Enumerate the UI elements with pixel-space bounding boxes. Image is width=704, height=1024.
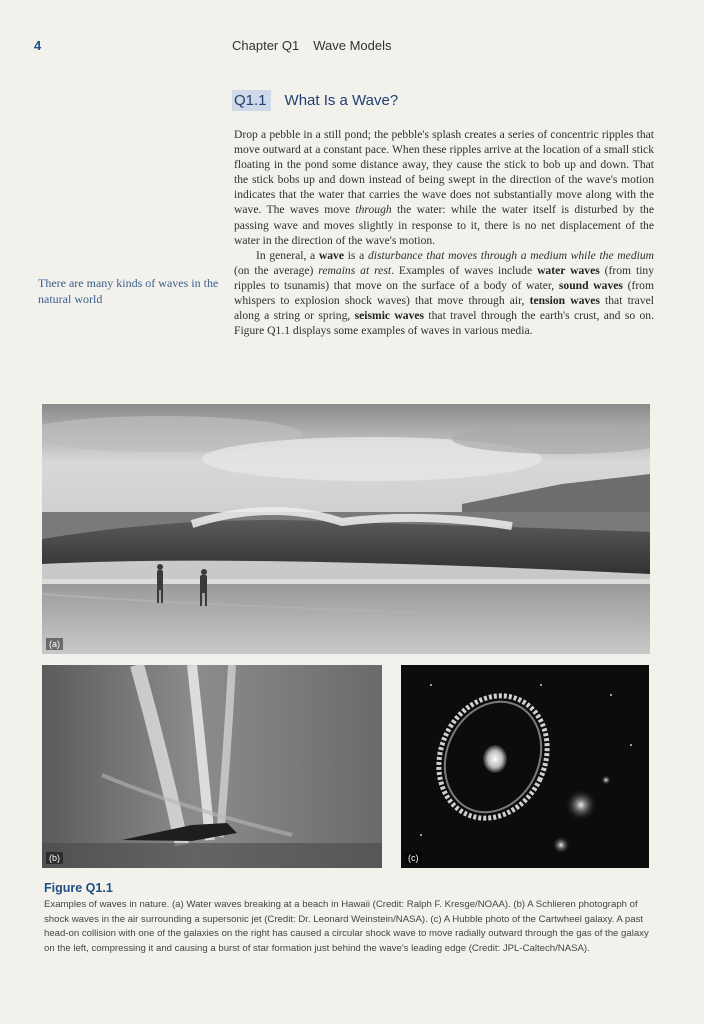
section-title: What Is a Wave?	[284, 92, 399, 109]
figure-b-schlieren	[42, 665, 382, 868]
figure-a-beach-waves	[42, 404, 650, 654]
figure-a-label: (a)	[46, 638, 63, 650]
figure-caption-title: Figure Q1.1	[44, 881, 113, 895]
chapter-label: Chapter Q1	[232, 38, 300, 53]
page-number: 4	[34, 38, 42, 53]
paragraph-2: In general, a wave is a disturbance that moves through a medium while the medium (on the average) remains at rest. Examples of waves include water waves (from tiny ripples to tsunamis) that move on the surface of a body of water, sound waves (from whispers to explosion shock waves) that move through air, tension waves that travel along a string or spring, seismic waves that travel through the earth's crust, and so on. Figure Q1.1 displays some examples of waves in various media.	[234, 248, 655, 338]
galaxy-core	[483, 745, 507, 773]
section-heading	[232, 92, 398, 109]
cartwheel-galaxy-photo	[401, 665, 649, 868]
body-text	[234, 127, 654, 338]
beach-waves-photo	[42, 404, 650, 654]
figure-b-label: (b)	[46, 852, 63, 864]
chapter-title: Wave Models	[313, 38, 392, 53]
figure-c-label: (c)	[405, 852, 422, 864]
margin-note: There are many kinds of waves in the natural world	[38, 276, 219, 306]
paragraph-1: Drop a pebble in a still pond; the pebble's splash creates a series of concentric ripples that move outward at a constant pace. When these ripples arrive at the location of a small stick floating in the pond some distance away, they cause the stick to bob up and down. That the stick bobs up and down instead of being swept in the direction of the wave's motion indicates that the water that carries the wave does not substantially move along with the wave. The waves move through the water: while the water itself is disturbed by the passing wave and moves slightly in response to it, there is no net displacement of the water in the direction of the wave's motion.	[234, 128, 655, 247]
running-head	[232, 38, 391, 53]
schlieren-photo	[42, 665, 382, 868]
figure-caption-text: Examples of waves in nature. (a) Water waves breaking at a beach in Hawaii (Credit: Ralph F. Kresge/NOAA). (b) A Schlieren photograph of shock waves in the air surrounding a supersonic jet (Credit: Dr. Leonard Weinstein/NASA). (c) A Hubble photo of the Cartwheel galaxy. A past head-on collision with one of the galaxies on the right has caused a circular shock wave to move radially outward through the gas of the galaxy on the left, compressing it and causing a burst of star formation just behind the wave's leading edge (Credit: JPL-Caltech/NASA).	[44, 899, 649, 954]
section-number: Q1.1	[232, 90, 271, 111]
figure-c-cartwheel-galaxy	[401, 665, 649, 868]
